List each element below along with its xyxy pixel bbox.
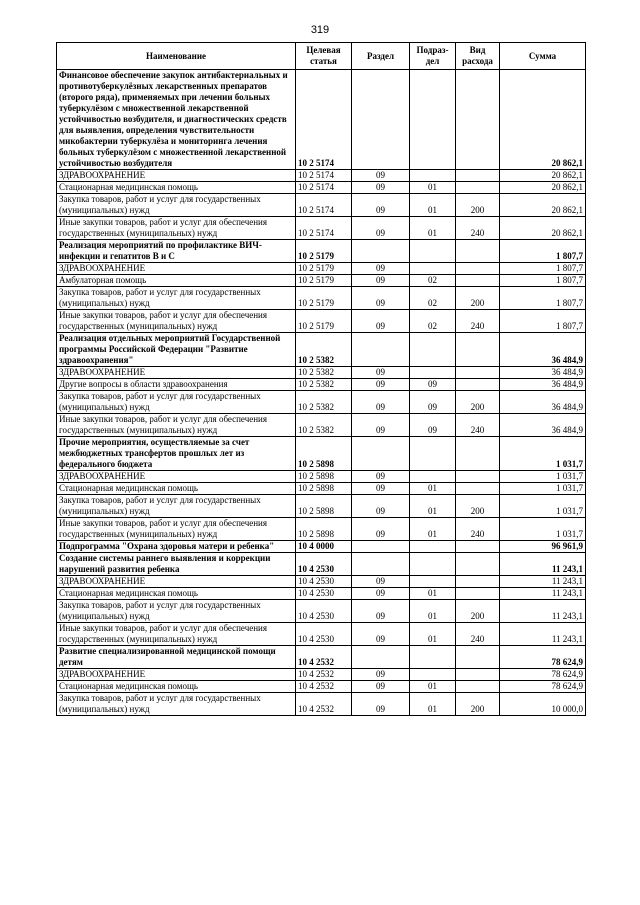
table-row xyxy=(57,518,586,541)
cell-section: 09 xyxy=(352,495,410,518)
cell-subsection xyxy=(410,263,456,275)
header-sum: Сумма xyxy=(500,43,586,70)
cell-name: Стационарная медицинская помощь xyxy=(57,588,296,600)
cell-article: 10 2 5174 xyxy=(296,217,352,240)
table-row xyxy=(57,553,586,576)
cell-name: Стационарная медицинская помощь xyxy=(57,681,296,693)
cell-sum: 10 000,0 xyxy=(500,693,586,716)
cell-name: Реализация мероприятий по профилактике ВИЧ-инфекции и гепатитов В и С xyxy=(57,240,296,263)
cell-expense-type xyxy=(456,240,500,263)
cell-sum: 11 243,1 xyxy=(500,600,586,623)
header-name: Наименование xyxy=(57,43,296,70)
cell-article: 10 2 5174 xyxy=(296,194,352,217)
cell-expense-type xyxy=(456,170,500,182)
table-body xyxy=(57,70,586,716)
cell-name: ЗДРАВООХРАНЕНИЕ xyxy=(57,170,296,182)
cell-name: Реализация отдельных мероприятий Государственной программы Российской Федерации "Развитие здравоохранения" xyxy=(57,333,296,367)
cell-article: 10 2 5898 xyxy=(296,518,352,541)
cell-name: Прочие мероприятия, осуществляемые за счет межбюджетных трансфертов прошлых лет из федерального бюджета xyxy=(57,437,296,471)
cell-sum: 20 862,1 xyxy=(500,217,586,240)
cell-section: 09 xyxy=(352,287,410,310)
cell-section: 09 xyxy=(352,681,410,693)
cell-article: 10 4 2530 xyxy=(296,588,352,600)
cell-expense-type xyxy=(456,70,500,170)
cell-subsection xyxy=(410,170,456,182)
page-number: 319 xyxy=(310,24,330,36)
cell-subsection: 01 xyxy=(410,217,456,240)
cell-subsection xyxy=(410,541,456,553)
table-row xyxy=(57,263,586,275)
cell-section xyxy=(352,646,410,669)
cell-name: Другие вопросы в области здравоохранения xyxy=(57,379,296,391)
cell-sum: 11 243,1 xyxy=(500,623,586,646)
cell-expense-type: 200 xyxy=(456,495,500,518)
cell-expense-type: 240 xyxy=(456,414,500,437)
table-row xyxy=(57,471,586,483)
cell-article: 10 4 2532 xyxy=(296,693,352,716)
cell-expense-type: 200 xyxy=(456,693,500,716)
cell-name: Амбулаторная помощь xyxy=(57,275,296,287)
cell-section: 09 xyxy=(352,518,410,541)
cell-name: Иные закупки товаров, работ и услуг для обеспечения государственных (муниципальных) нужд xyxy=(57,623,296,646)
cell-expense-type xyxy=(456,263,500,275)
cell-expense-type xyxy=(456,483,500,495)
table-row xyxy=(57,391,586,414)
table-row xyxy=(57,182,586,194)
cell-expense-type xyxy=(456,669,500,681)
table-row xyxy=(57,623,586,646)
cell-subsection: 01 xyxy=(410,600,456,623)
cell-subsection: 02 xyxy=(410,310,456,333)
table-row xyxy=(57,275,586,287)
cell-subsection xyxy=(410,553,456,576)
cell-section: 09 xyxy=(352,576,410,588)
cell-section xyxy=(352,541,410,553)
cell-article: 10 4 0000 xyxy=(296,541,352,553)
cell-expense-type xyxy=(456,333,500,367)
cell-sum: 20 862,1 xyxy=(500,170,586,182)
cell-name: Финансовое обеспечение закупок антибактериальных и противотуберкулёзных лекарственных препаратов (второго ряда), применяемых при лечении больных туберкулёзом с множественной лекарственной устойчивостью возбудителя, и диагностических средств для выявления, определения чувствительности микобактерии туберкулёза и мониторинга лечения больных туберкулёзом с множественной лекарственной устойчивостью возбудителя xyxy=(57,70,296,170)
cell-subsection xyxy=(410,576,456,588)
cell-expense-type xyxy=(456,681,500,693)
table-row xyxy=(57,367,586,379)
cell-expense-type xyxy=(456,182,500,194)
cell-article: 10 4 2532 xyxy=(296,669,352,681)
table-row xyxy=(57,333,586,367)
cell-article: 10 2 5382 xyxy=(296,367,352,379)
cell-name: Иные закупки товаров, работ и услуг для обеспечения государственных (муниципальных) нужд xyxy=(57,310,296,333)
cell-subsection xyxy=(410,70,456,170)
cell-expense-type xyxy=(456,646,500,669)
cell-section: 09 xyxy=(352,414,410,437)
cell-section: 09 xyxy=(352,588,410,600)
cell-section: 09 xyxy=(352,310,410,333)
cell-expense-type: 240 xyxy=(456,310,500,333)
cell-sum: 78 624,9 xyxy=(500,669,586,681)
cell-sum: 1 807,7 xyxy=(500,263,586,275)
cell-section: 09 xyxy=(352,483,410,495)
cell-article: 10 2 5179 xyxy=(296,240,352,263)
cell-sum: 36 484,9 xyxy=(500,367,586,379)
cell-name: Закупка товаров, работ и услуг для государственных (муниципальных) нужд xyxy=(57,194,296,217)
cell-name: Подпрограмма "Охрана здоровья матери и ребенка" xyxy=(57,541,296,553)
cell-sum: 1 031,7 xyxy=(500,495,586,518)
cell-section: 09 xyxy=(352,367,410,379)
cell-sum: 36 484,9 xyxy=(500,333,586,367)
cell-subsection xyxy=(410,437,456,471)
table-header-row xyxy=(57,43,586,70)
table-row xyxy=(57,240,586,263)
cell-section xyxy=(352,553,410,576)
cell-sum: 1 807,7 xyxy=(500,287,586,310)
cell-article: 10 2 5179 xyxy=(296,263,352,275)
table-row xyxy=(57,669,586,681)
cell-section xyxy=(352,437,410,471)
cell-article: 10 2 5174 xyxy=(296,70,352,170)
cell-subsection: 01 xyxy=(410,623,456,646)
cell-article: 10 2 5382 xyxy=(296,379,352,391)
cell-expense-type xyxy=(456,576,500,588)
table-row xyxy=(57,414,586,437)
cell-section: 09 xyxy=(352,600,410,623)
cell-article: 10 4 2530 xyxy=(296,600,352,623)
cell-subsection: 01 xyxy=(410,182,456,194)
header-expense-type: Вид расхода xyxy=(456,43,500,70)
table-row xyxy=(57,541,586,553)
table-row xyxy=(57,483,586,495)
cell-section: 09 xyxy=(352,693,410,716)
cell-sum: 1 807,7 xyxy=(500,310,586,333)
table-row xyxy=(57,437,586,471)
cell-name: Стационарная медицинская помощь xyxy=(57,483,296,495)
table-row xyxy=(57,588,586,600)
cell-name: Закупка товаров, работ и услуг для государственных (муниципальных) нужд xyxy=(57,495,296,518)
cell-sum: 1 031,7 xyxy=(500,471,586,483)
cell-subsection xyxy=(410,646,456,669)
cell-article: 10 2 5898 xyxy=(296,495,352,518)
cell-expense-type xyxy=(456,379,500,391)
table-row xyxy=(57,495,586,518)
cell-article: 10 4 2530 xyxy=(296,576,352,588)
cell-section xyxy=(352,333,410,367)
cell-article: 10 2 5179 xyxy=(296,275,352,287)
table-row xyxy=(57,70,586,170)
cell-subsection xyxy=(410,333,456,367)
cell-subsection xyxy=(410,471,456,483)
cell-name: Стационарная медицинская помощь xyxy=(57,182,296,194)
cell-expense-type: 200 xyxy=(456,600,500,623)
cell-expense-type xyxy=(456,471,500,483)
cell-subsection xyxy=(410,367,456,379)
header-article: Целевая статья xyxy=(296,43,352,70)
cell-article: 10 2 5382 xyxy=(296,333,352,367)
cell-name: ЗДРАВООХРАНЕНИЕ xyxy=(57,367,296,379)
cell-name: Иные закупки товаров, работ и услуг для обеспечения государственных (муниципальных) нужд xyxy=(57,414,296,437)
cell-section: 09 xyxy=(352,379,410,391)
cell-name: ЗДРАВООХРАНЕНИЕ xyxy=(57,263,296,275)
cell-subsection: 01 xyxy=(410,495,456,518)
cell-expense-type: 200 xyxy=(456,194,500,217)
table-row xyxy=(57,379,586,391)
cell-sum: 36 484,9 xyxy=(500,391,586,414)
cell-sum: 20 862,1 xyxy=(500,194,586,217)
cell-expense-type xyxy=(456,541,500,553)
cell-section: 09 xyxy=(352,217,410,240)
cell-sum: 1 031,7 xyxy=(500,518,586,541)
table-row xyxy=(57,194,586,217)
cell-article: 10 2 5174 xyxy=(296,182,352,194)
cell-article: 10 4 2532 xyxy=(296,681,352,693)
cell-subsection: 09 xyxy=(410,391,456,414)
cell-name: ЗДРАВООХРАНЕНИЕ xyxy=(57,669,296,681)
cell-sum: 11 243,1 xyxy=(500,553,586,576)
cell-sum: 1 031,7 xyxy=(500,483,586,495)
cell-expense-type: 200 xyxy=(456,391,500,414)
cell-article: 10 2 5898 xyxy=(296,483,352,495)
cell-name: ЗДРАВООХРАНЕНИЕ xyxy=(57,576,296,588)
cell-subsection: 01 xyxy=(410,518,456,541)
cell-subsection xyxy=(410,669,456,681)
cell-sum: 96 961,9 xyxy=(500,541,586,553)
cell-subsection: 09 xyxy=(410,414,456,437)
cell-expense-type: 200 xyxy=(456,287,500,310)
table-row xyxy=(57,693,586,716)
table-row xyxy=(57,287,586,310)
cell-name: ЗДРАВООХРАНЕНИЕ xyxy=(57,471,296,483)
cell-article: 10 4 2530 xyxy=(296,553,352,576)
cell-section: 09 xyxy=(352,194,410,217)
cell-subsection: 01 xyxy=(410,681,456,693)
cell-name: Иные закупки товаров, работ и услуг для обеспечения государственных (муниципальных) нужд xyxy=(57,217,296,240)
cell-section: 09 xyxy=(352,471,410,483)
cell-sum: 36 484,9 xyxy=(500,379,586,391)
cell-expense-type xyxy=(456,275,500,287)
cell-section xyxy=(352,70,410,170)
cell-sum: 78 624,9 xyxy=(500,681,586,693)
cell-sum: 1 807,7 xyxy=(500,275,586,287)
cell-expense-type: 240 xyxy=(456,518,500,541)
cell-expense-type: 240 xyxy=(456,217,500,240)
cell-subsection: 09 xyxy=(410,379,456,391)
cell-article: 10 2 5179 xyxy=(296,287,352,310)
header-section: Раздел xyxy=(352,43,410,70)
cell-subsection: 01 xyxy=(410,693,456,716)
cell-name: Иные закупки товаров, работ и услуг для обеспечения государственных (муниципальных) нужд xyxy=(57,518,296,541)
table-row xyxy=(57,576,586,588)
cell-subsection: 01 xyxy=(410,483,456,495)
cell-sum: 78 624,9 xyxy=(500,646,586,669)
header-subsection: Подраз-дел xyxy=(410,43,456,70)
cell-article: 10 2 5382 xyxy=(296,391,352,414)
cell-sum: 36 484,9 xyxy=(500,414,586,437)
cell-article: 10 2 5382 xyxy=(296,414,352,437)
cell-subsection: 02 xyxy=(410,287,456,310)
cell-subsection: 01 xyxy=(410,194,456,217)
cell-name: Развитие специализированной медицинской помощи детям xyxy=(57,646,296,669)
cell-expense-type xyxy=(456,437,500,471)
cell-name: Закупка товаров, работ и услуг для государственных (муниципальных) нужд xyxy=(57,600,296,623)
cell-article: 10 2 5898 xyxy=(296,471,352,483)
cell-article: 10 4 2532 xyxy=(296,646,352,669)
cell-sum: 11 243,1 xyxy=(500,576,586,588)
cell-name: Закупка товаров, работ и услуг для государственных (муниципальных) нужд xyxy=(57,287,296,310)
cell-section: 09 xyxy=(352,275,410,287)
cell-section xyxy=(352,240,410,263)
cell-section: 09 xyxy=(352,182,410,194)
table-row xyxy=(57,646,586,669)
cell-section: 09 xyxy=(352,263,410,275)
cell-article: 10 2 5174 xyxy=(296,170,352,182)
cell-expense-type xyxy=(456,588,500,600)
cell-subsection: 01 xyxy=(410,588,456,600)
cell-sum: 11 243,1 xyxy=(500,588,586,600)
table-row xyxy=(57,170,586,182)
cell-expense-type xyxy=(456,367,500,379)
cell-sum: 1 031,7 xyxy=(500,437,586,471)
cell-name: Закупка товаров, работ и услуг для государственных (муниципальных) нужд xyxy=(57,693,296,716)
cell-section: 09 xyxy=(352,391,410,414)
cell-sum: 20 862,1 xyxy=(500,70,586,170)
cell-article: 10 2 5898 xyxy=(296,437,352,471)
table-row xyxy=(57,310,586,333)
cell-article: 10 4 2530 xyxy=(296,623,352,646)
cell-sum: 20 862,1 xyxy=(500,182,586,194)
cell-subsection xyxy=(410,240,456,263)
cell-name: Создание системы раннего выявления и коррекции нарушений развития ребенка xyxy=(57,553,296,576)
cell-sum: 1 807,7 xyxy=(500,240,586,263)
cell-section: 09 xyxy=(352,623,410,646)
cell-subsection: 02 xyxy=(410,275,456,287)
cell-name: Закупка товаров, работ и услуг для государственных (муниципальных) нужд xyxy=(57,391,296,414)
table-row xyxy=(57,681,586,693)
cell-article: 10 2 5179 xyxy=(296,310,352,333)
cell-expense-type xyxy=(456,553,500,576)
cell-section: 09 xyxy=(352,669,410,681)
budget-table xyxy=(56,42,586,716)
table-row xyxy=(57,600,586,623)
cell-expense-type: 240 xyxy=(456,623,500,646)
cell-section: 09 xyxy=(352,170,410,182)
table-row xyxy=(57,217,586,240)
